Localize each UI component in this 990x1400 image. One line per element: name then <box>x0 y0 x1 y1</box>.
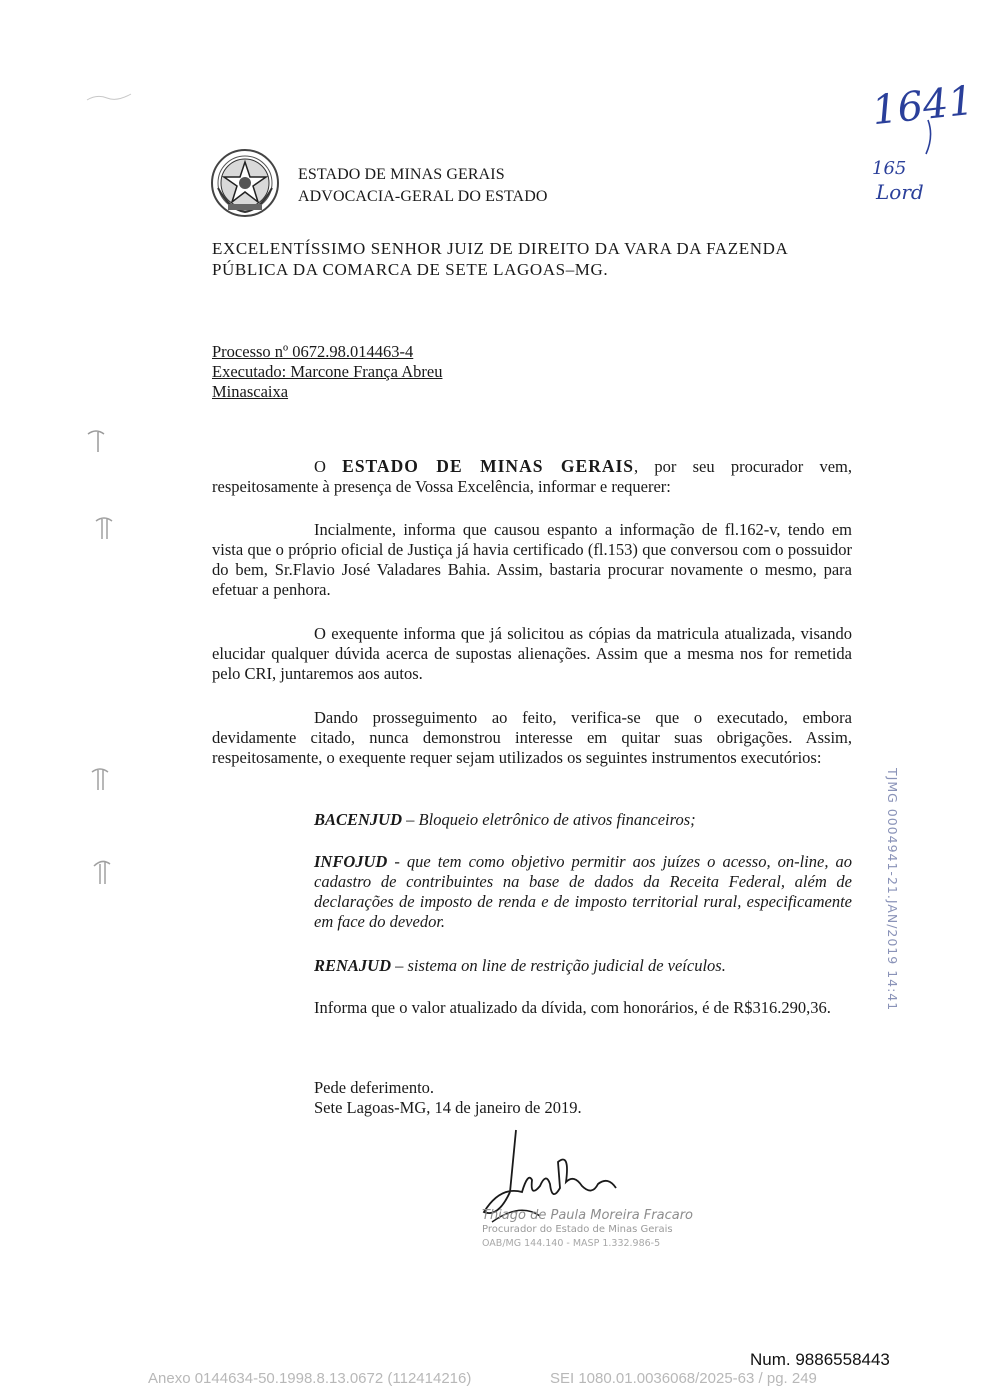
item-desc: - que tem como objetivo permitir aos juízes o acesso, on-line, ao cadastro de contribuintes na base de dados da Receita Federal, além de declarações de imposto de renda e de imposto territorial rural, especificamente em face do devedor. <box>314 852 852 931</box>
stray-mark <box>85 88 135 108</box>
punch-hole-mark <box>86 428 108 454</box>
punch-hole-mark <box>90 766 112 792</box>
sei-reference: SEI 1080.01.0036068/2025-63 / pg. 249 <box>550 1370 817 1387</box>
handwritten-page-number: 1641 <box>869 77 976 135</box>
document-number: Num. 9886558443 <box>750 1350 890 1369</box>
paragraph-2: O exequente informa que já solicitou as cópias da matricula atualizada, visando elucidar qualquer dúvida acerca de supostas alienações. Assim que a mesma nos for remetida pelo CRI, juntaremos aos autos. <box>212 624 852 683</box>
third-party: Minascaixa <box>212 382 289 401</box>
annex-reference: Anexo 0144634-50.1998.8.13.0672 (112414216) <box>148 1370 472 1387</box>
item-term: INFOJUD <box>314 852 388 871</box>
punch-hole-mark <box>94 515 116 541</box>
executed-party: Executado: Marcone França Abreu <box>212 362 443 381</box>
item-bacenjud <box>314 810 834 830</box>
item-infojud <box>314 852 852 932</box>
closing-place-date: Sete Lagoas-MG, 14 de janeiro de 2019. <box>314 1098 582 1117</box>
stamp-name: Thiago de Paula Moreira Fracaro <box>482 1208 694 1223</box>
process-number: Processo nº 0672.98.014463-4 <box>212 342 414 361</box>
stamp-registration: OAB/MG 144.140 - MASP 1.332.986-5 <box>482 1238 661 1249</box>
header-state-name: ESTADO DE MINAS GERAIS <box>298 166 505 183</box>
state-name-bold: ESTADO DE MINAS GERAIS <box>342 456 635 476</box>
item-term: RENAJUD <box>314 956 392 975</box>
paragraph-1: Incialmente, informa que causou espanto a informação de fl.162-v, tendo em vista que o próprio oficial de Justiça já havia certificado (fl.153) que conversou com o possuidor do bem, Sr.Flavio José Valadares Bahia. Assim, bastaria procurar novamente o mesmo, para efetuar a penhora. <box>212 520 852 599</box>
closing-request: Pede deferimento. <box>314 1078 435 1097</box>
handwritten-note: Lord <box>876 180 924 204</box>
intro-prefix: O <box>314 457 343 476</box>
item-desc: – Bloqueio eletrônico de ativos financeiros; <box>402 810 696 829</box>
stamp-role: Procurador do Estado de Minas Gerais <box>482 1224 673 1235</box>
state-coat-of-arms-seal <box>210 148 280 218</box>
paragraph-3: Dando prosseguimento ao feito, verifica-se que o executado, embora devidamente citado, nunca demonstrou interesse em quitar suas obrigações. Assim, respeitosamente, o exequente requer sejam utilizados os seguintes instrumentos executórios: <box>212 708 852 767</box>
punch-hole-mark <box>92 858 114 884</box>
item-renajud <box>314 956 834 976</box>
item-term: BACENJUD <box>314 810 403 829</box>
handwritten-note: 165 <box>872 158 907 179</box>
case-info <box>212 342 448 402</box>
handwritten-stroke <box>918 118 938 158</box>
addressee <box>212 238 852 280</box>
addressee-line: PÚBLICA DA COMARCA DE SETE LAGOAS–MG. <box>212 260 609 279</box>
header-agency-name: ADVOCACIA-GERAL DO ESTADO <box>298 188 548 205</box>
addressee-line: EXCELENTÍSSIMO SENHOR JUIZ DE DIREITO DA VARA DA FAZENDA <box>212 239 789 258</box>
closing <box>314 1078 582 1118</box>
paragraph-debt-value: Informa que o valor atualizado da dívida, com honorários, é de R$316.290,36. <box>314 998 831 1017</box>
paragraph-intro <box>212 456 852 497</box>
item-desc: – sistema on line de restrição judicial de veículos. <box>391 956 726 975</box>
intro-rest: , por seu procurador vem, respeitosamente à presença de Vossa Excelência, informar e requerer: <box>212 457 852 496</box>
protocol-stamp: TJMG 0004941-21.JAN/2019 14:41 <box>885 768 900 1012</box>
